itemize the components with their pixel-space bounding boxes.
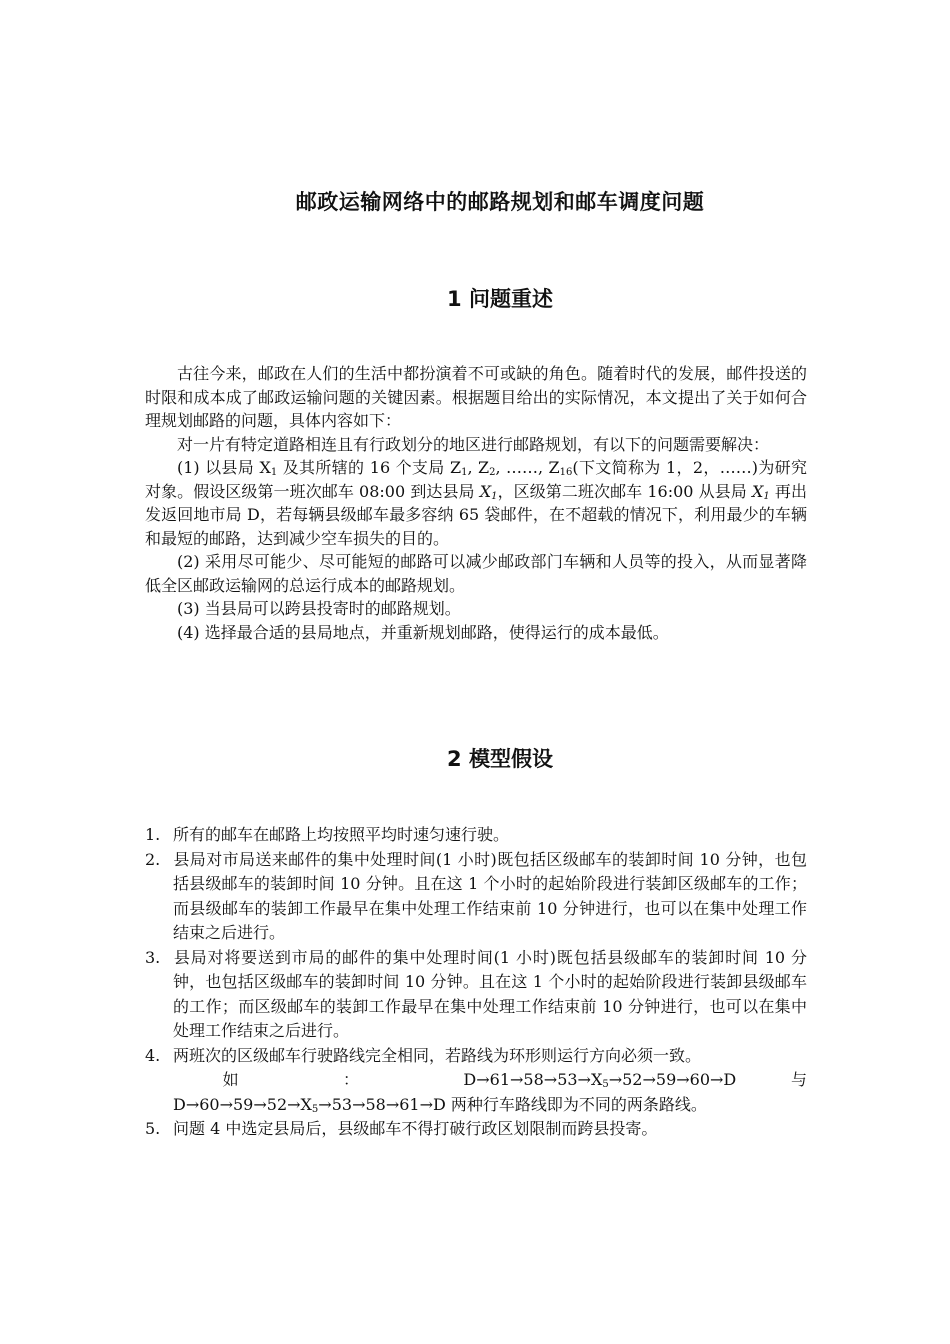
list-item: 3. 县局对将要送到市局的邮件的集中处理时间(1 小时)既包括县级邮车的装卸时间 10 分钟，也包括区级邮车的装卸时间 10 分钟。且在这 1 个小时的起始阶段进行装卸县级邮车的工作；而区级邮车的装卸工作最早在集中处理工作结束前 10 分钟进行，也可以在集中处理工作结束之后进行。 xyxy=(145,947,807,1040)
list-item: 1. 所有的邮车在邮路上均按照平均时速匀速行驶。 xyxy=(145,825,510,844)
assumptions-list xyxy=(145,823,807,1142)
problem-item-4: (4) 选择最合适的县局地点，并重新规划邮路，使得运行的成本最低。 xyxy=(177,622,669,642)
route-example-line: 如 ： $D\to 61\to 58\to 53\to X_5\to 52\to 59\to 60\to D$ 与 xyxy=(173,1070,807,1090)
list-item: 5. 问题 4 中选定县局后，县级邮车不得打破行政区划限制而跨县投寄。 xyxy=(145,1119,658,1138)
problem-item-1: (1) 以县局 $X_1$ 及其所辖的 16 个支局 $Z_1$, $Z_2$, ……, $Z_{16}$(下文简称为 1，2，……)为研究对象。假设区级第一班次邮车 08:00 到达县局 $X_1$，区级第二班次邮车 16:00 从县局 $X_1$ 再出发返回地市局 D，若每辆县级邮车最多容纳 65 袋邮件，在不超载的情况下，利用最少的车辆和最短的邮路，达到减少空车损失的目的。 xyxy=(145,458,807,548)
paragraph: 古往今来，邮政在人们的生活中都扮演着不可或缺的角色。随着时代的发展，邮件投送的时限和成本成了邮政运输问题的关键因素。根据题目给出的实际情况，本文提出了关于如何合理规划邮路的问题，具体内容如下： xyxy=(145,364,807,430)
document-title: 邮政运输网络中的邮路规划和邮车调度问题 xyxy=(295,190,705,214)
problem-item-2: (2) 采用尽可能少、尽可能短的邮路可以减少邮政部门车辆和人员等的投入，从而显著降低全区邮政运输网的总运行成本的邮路规划。 xyxy=(145,552,807,595)
list-item: 4. 两班次的区级邮车行驶路线完全相同，若路线为环形则运行方向必须一致。 xyxy=(145,1045,702,1065)
list-item: 2. 县局对市局送来邮件的集中处理时间(1 小时)既包括区级邮车的装卸时间 10 分钟，也包括县级邮车的装卸时间 10 分钟。且在这 1 个小时的起始阶段进行装卸区级邮车的工作；而县级邮车的装卸工作最早在集中处理工作结束前 10 分钟进行，也可以在集中处理工作结束之后进行。 xyxy=(145,849,807,942)
section-heading-problem-restatement: 1 问题重述 xyxy=(447,287,553,311)
section-heading-model-assumptions: 2 模型假设 xyxy=(447,747,553,771)
problem-item-3: (3) 当县局可以跨县投寄时的邮路规划。 xyxy=(177,599,461,618)
paragraph: 对一片有特定道路相连且有行政划分的地区进行邮路规划，有以下的问题需要解决： xyxy=(177,434,770,454)
route-1: $D\to 61\to 58\to 53\to X_5\to 52\to 59\to 60\to D$ xyxy=(463,1070,737,1090)
route-2: $D\to 60\to 59\to 52\to X_5\to 53\to 58\to 61\to D$ xyxy=(173,1094,446,1115)
section-problem-restatement-body xyxy=(145,362,807,644)
route-example-line-2: $D\to 60\to 59\to 52\to X_5\to 53\to 58\to 61\to D$ 两种行车路线即为不同的两条路线。 xyxy=(173,1094,707,1115)
